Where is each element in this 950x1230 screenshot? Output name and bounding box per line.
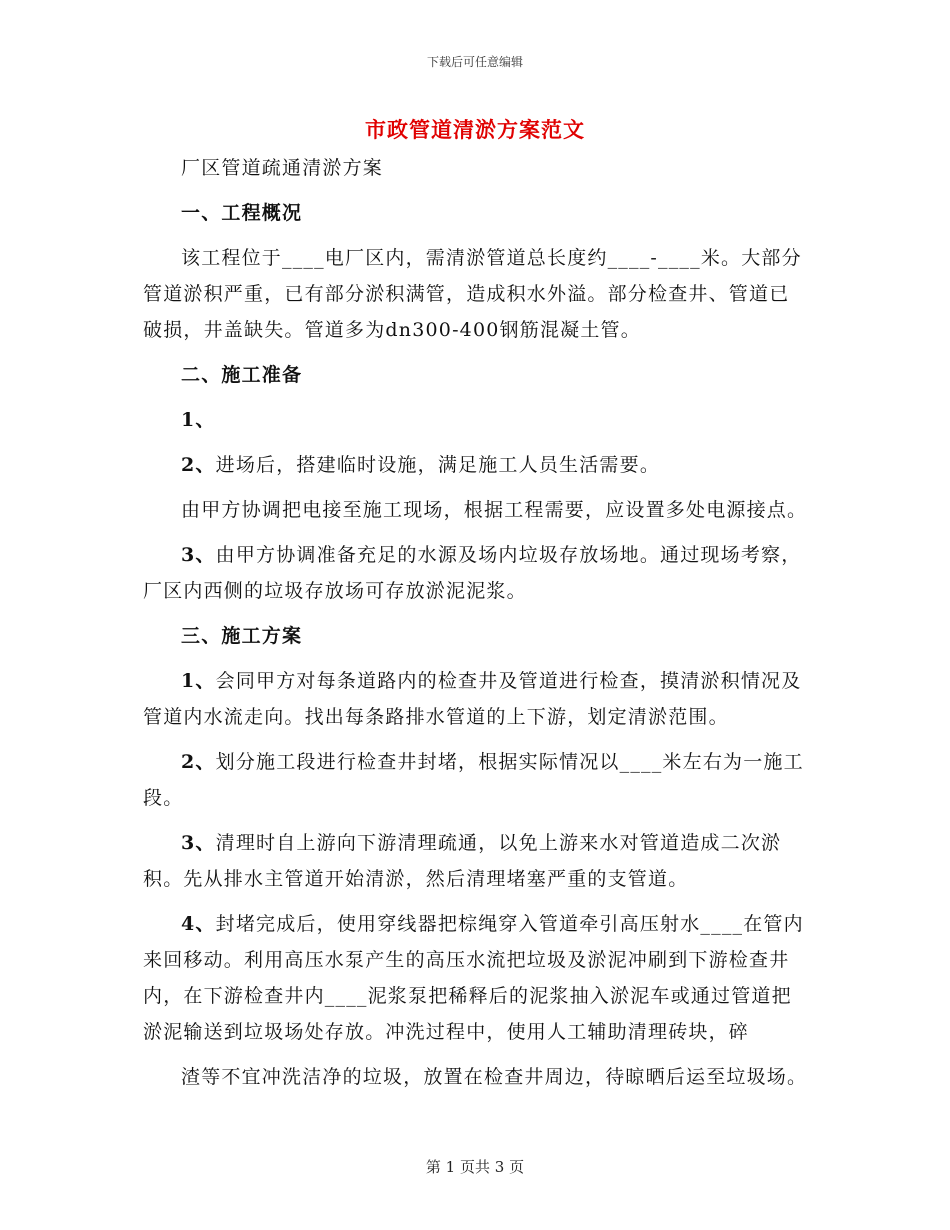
numbered-item <box>143 447 808 483</box>
item-number: 2、 <box>181 751 216 773</box>
item-text: 由甲方协调准备充足的水源及场内垃圾存放场地。通过现场考察，厂区内西侧的垃圾存放场可存放淤泥泥浆。 <box>143 544 802 602</box>
item-text: 会同甲方对每条道路内的检查井及管道进行检查，摸清淤积情况及管道内水流走向。找出每条路排水管道的上下游，划定清淤范围。 <box>143 670 802 728</box>
numbered-item <box>143 744 808 816</box>
body-paragraph: 由甲方协调把电接至施工现场，根据工程需要，应设置多处电源接点。 <box>181 499 808 521</box>
body-paragraph: 该工程位于____电厂区内，需清淤管道总长度约____-____米。大部分管道淤积严重，已有部分淤积满管，造成积水外溢。部分检查井、管道已破损，井盖缺失。管道多为dn300-400钢筋混凝土管。 <box>143 247 802 341</box>
numbered-item <box>143 402 808 438</box>
document-body <box>143 150 808 1104</box>
page-footer: 第 1 页共 3 页 <box>425 1158 525 1176</box>
numbered-item <box>143 825 808 897</box>
item-number: 2、 <box>181 454 216 476</box>
item-text: 划分施工段进行检查井封堵，根据实际情况以____米左右为一施工段。 <box>143 751 804 809</box>
numbered-item <box>143 663 808 735</box>
numbered-item <box>143 537 808 609</box>
item-number: 1、 <box>181 670 216 692</box>
document-title: 市政管道清淤方案范文 <box>365 117 585 142</box>
item-number: 3、 <box>181 832 216 854</box>
header-note: 下载后可任意编辑 <box>426 55 523 69</box>
section-heading-1: 一、工程概况 <box>181 202 303 224</box>
item-number: 4、 <box>181 913 216 935</box>
body-paragraph: 渣等不宜冲洗洁净的垃圾，放置在检查井周边，待晾晒后运至垃圾场。 <box>181 1066 808 1088</box>
item-number: 3、 <box>181 544 216 566</box>
subtitle-paragraph: 厂区管道疏通清淤方案 <box>181 157 384 179</box>
item-text: 封堵完成后，使用穿线器把棕绳穿入管道牵引高压射水____在管内来回移动。利用高压水泵产生的高压水流把垃圾及淤泥冲刷到下游检查井内，在下游检查井内____泥浆泵把稀释后的泥浆抽入淤泥车或通过管道把淤泥输送到垃圾场处存放。冲洗过程中，使用人工辅助清理砖块，碎 <box>143 913 804 1043</box>
numbered-item <box>143 906 808 1050</box>
section-heading-3: 三、施工方案 <box>181 625 303 647</box>
section-heading-2: 二、施工准备 <box>181 364 303 386</box>
item-text: 清理时自上游向下游清理疏通，以免上游来水对管道造成二次淤积。先从排水主管道开始清淤，然后清理堵塞严重的支管道。 <box>143 832 782 890</box>
item-number: 1、 <box>181 409 216 431</box>
item-text: 进场后，搭建临时设施，满足施工人员生活需要。 <box>215 454 661 476</box>
